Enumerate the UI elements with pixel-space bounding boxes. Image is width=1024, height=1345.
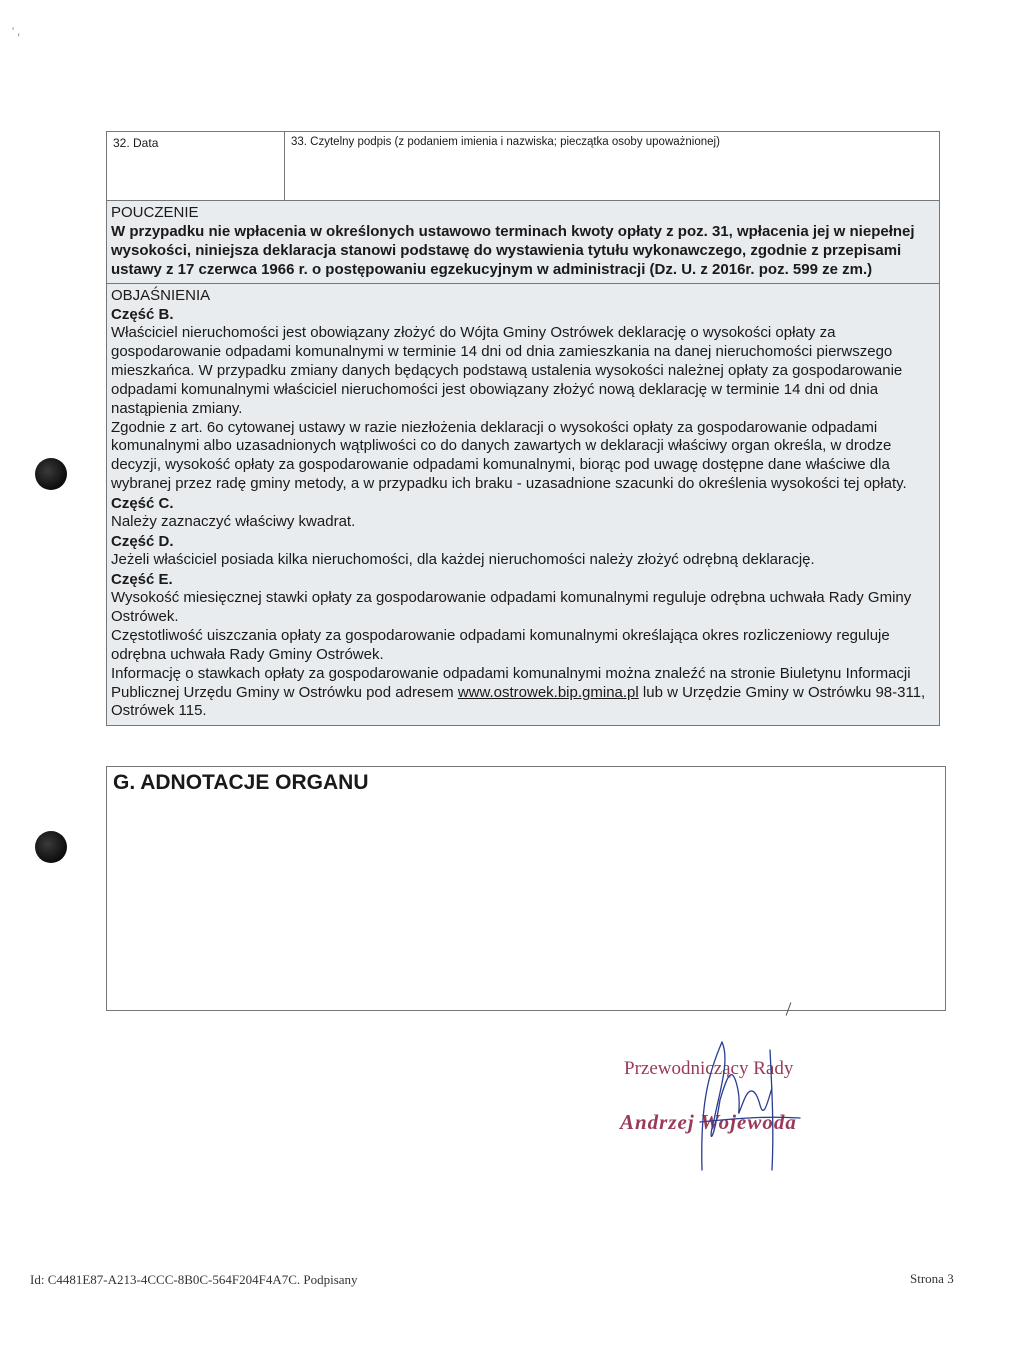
part-d-heading: Część D. [111,533,174,551]
stamp-role: Przewodniczący Rady [624,1058,794,1079]
part-e-paragraph-3-after: lub w Urzędzie Gminy w Ostrówku 98-311, Ostrówek 115. [111,683,926,720]
corner-scan-mark: ' , [12,26,21,38]
authority-annotations-box[interactable] [106,766,946,1011]
part-b-paragraph-1: Właściciel nieruchomości jest obowiązany złożyć do Wójta Gminy Ostrówek deklarację o wysokości opłaty za gospodarowanie odpadami komunalnymi w terminie 14 dni od dnia zamieszkania na danej nieruchomości pierwszego mieszkańca. W przypadku zmiany danych będących podstawą ustalenia wysokości należnej opłaty za gospodarowanie odpadami komunalnymi właściciel nieruchomości jest obowiązany złożyć nową deklarację w terminie 14 dni od dnia nastąpienia zmiany. [111,324,903,417]
instruction-box [106,200,940,284]
explanations-title: OBJAŚNIENIA [111,287,211,304]
part-e-paragraph-3-before: Informację o stawkach opłaty za gospodarowanie odpadami komunalnymi można znaleźć na stronie Biuletynu Informacji Publicznej Urzędu Gminy w Ostrówku pod adresem [111,664,911,701]
part-e-heading: Część E. [111,570,173,588]
declaration-form-section [106,131,940,726]
part-b-heading: Część B. [111,306,174,323]
instruction-title: POUCZENIE [111,204,199,221]
part-e-paragraph-3 [111,665,935,722]
date-field[interactable] [107,132,285,200]
signature-field[interactable] [285,132,939,200]
document-id: Id: C4481E87-A213-4CCC-8B0C-564F204F4A7C. Podpisany [30,1272,358,1287]
stamp-name: Andrzej Wojewoda [620,1110,797,1134]
annotations-title: G. ADNOTACJE ORGANU [113,771,369,794]
handwritten-signature [660,1030,810,1180]
punch-hole-top [35,458,67,490]
page-number: Strona 3 [910,1271,954,1286]
punch-hole-bottom [35,831,67,863]
part-b-paragraph-2: Zgodnie z art. 6o cytowanej ustawy w razie niezłożenia deklaracji o wysokości opłaty za gospodarowanie odpadami komunalnymi albo uzasadnionych wątpliwości co do danych zawartych w deklaracji właściwy organ określa, w drodze decyzji, wysokość opłaty za gospodarowanie odpadami komunalnymi, biorąc pod uwagę dostępne dane właściwe dla wybranej przez radę gminy metody, a w przypadku ich braku - uzasadnione szacunki do określenia wysokości tej opłaty. [111,418,907,493]
part-c-heading: Część C. [111,495,174,513]
part-e-paragraph-1: Wysokość miesięcznej stawki opłaty za gospodarowanie odpadami komunalnymi reguluje odrębna uchwała Rady Gminy Ostrówek. [111,588,912,625]
part-c-paragraph-1: Należy zaznaczyć właściwy kwadrat. [111,513,356,531]
part-d-paragraph-1: Jeżeli właściciel posiada kilka nieruchomości, dla każdej nieruchomości należy złożyć odrębną deklarację. [111,551,815,569]
explanations-box [106,284,940,726]
part-e-paragraph-2: Częstotliwość uiszczania opłaty za gospodarowanie odpadami komunalnymi określająca okres rozliczeniowy reguluje odrębna uchwała Rady Gminy Ostrówek. [111,626,890,663]
bip-link[interactable]: www.ostrowek.bip.gmina.pl [457,683,639,701]
date-signature-row [106,131,940,200]
instruction-text: W przypadku nie wpłacenia w określonych ustawowo terminach kwoty opłaty z poz. 31, wpłacenia jej w niepełnej wysokości, niniejsza deklaracja stanowi podstawę do wystawienia tytułu wykonawczego, zgodnie z przepisami ustawy z 17 czerwca 1966 r. o postępowaniu egzekucyjnym w administracji (Dz. U. z 2016r. poz. 599 ze zm.) [111,223,915,278]
signature-field-label: 33. Czytelny podpis (z podaniem imienia i nazwiska; pieczątka osoby upoważnionej) [291,136,720,148]
date-field-label: 32. Data [113,136,159,150]
